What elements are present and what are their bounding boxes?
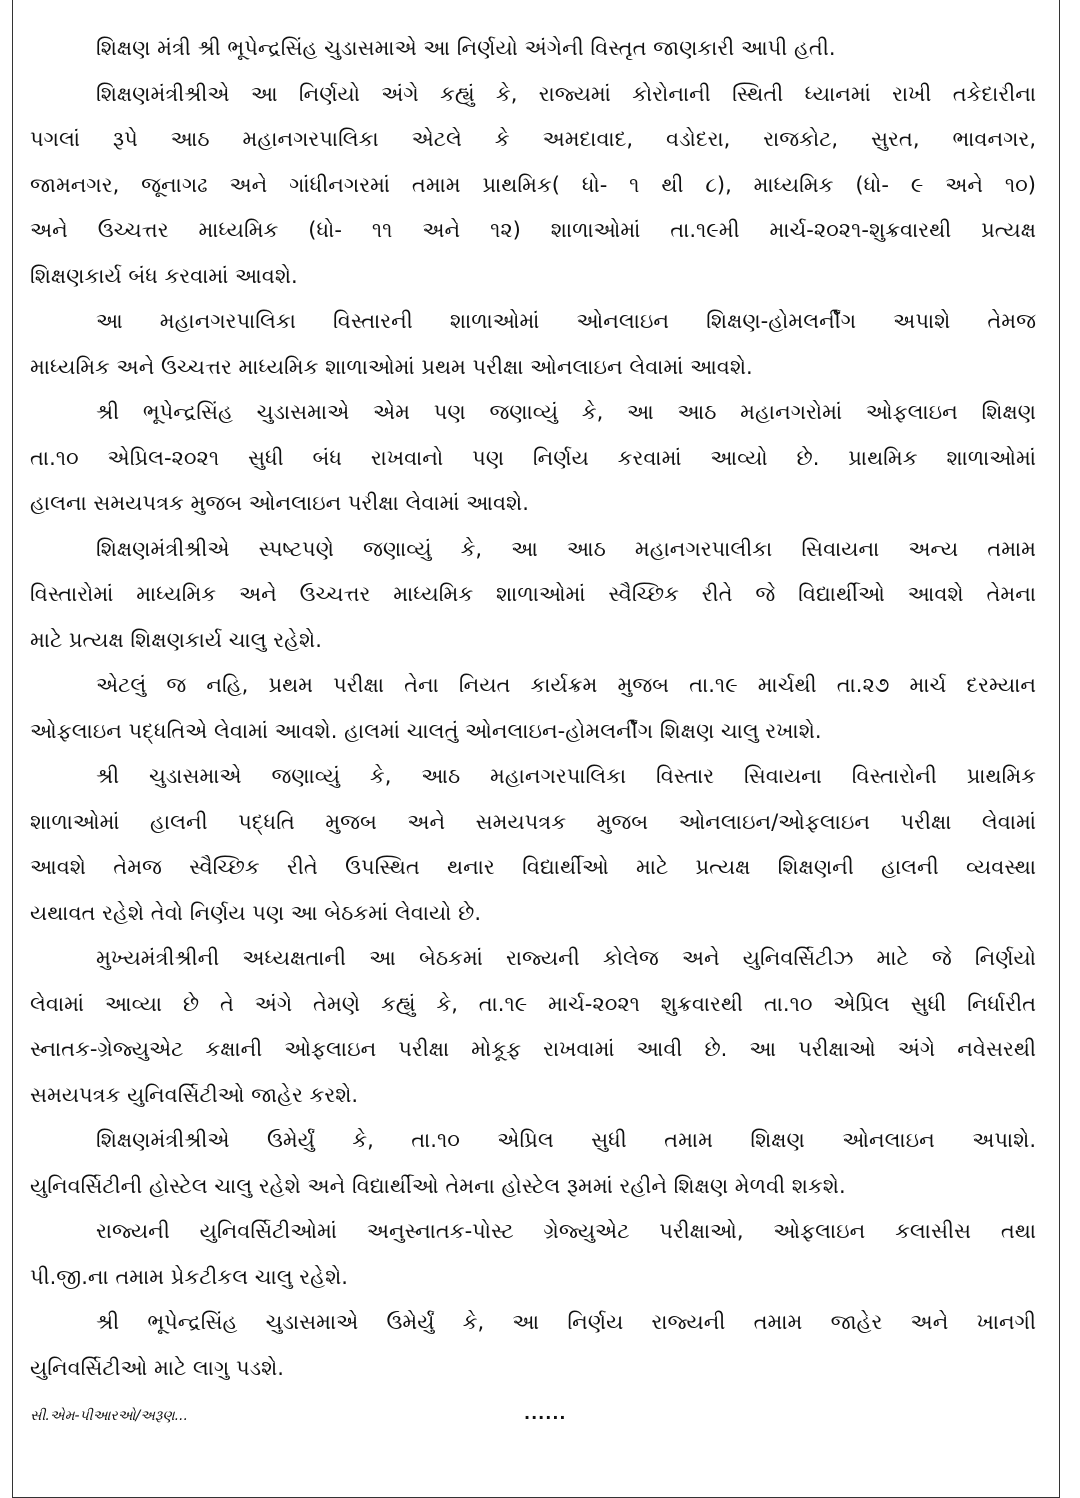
document-body	[30, 26, 1036, 1391]
text-line: માધ્યમિક અને ઉચ્ચત્તર માધ્યમિક શાળાઓમાં પ્રથમ પરીક્ષા ઓનલાઇન લેવામાં આવશે.	[30, 354, 753, 379]
text-line: શ્રી ચુડાસમાએ જણાવ્યું કે, આઠ મહાનગરપાલિકા વિસ્તાર સિવાયના વિસ્તારોની પ્રાથમિક	[96, 764, 1036, 788]
text-line: યુનિવર્સિટીની હોસ્ટેલ ચાલુ રહેશે અને વિદ્યાર્થીઓ તેમના હોસ્ટેલ રૂમમાં રહીને શિક્ષણ મેળવી શકશે.	[30, 1173, 846, 1198]
text-line: સમયપત્રક યુનિવર્સિટીઓ જાહેર કરશે.	[30, 1082, 359, 1107]
paragraph	[30, 1300, 1036, 1391]
text-line: યથાવત રહેશે તેવો નિર્ણય પણ આ બેઠકમાં લેવાયો છે.	[30, 900, 481, 925]
end-mark: ......	[524, 1404, 567, 1423]
paragraph	[30, 1209, 1036, 1300]
paragraph	[30, 936, 1036, 1118]
paragraph	[30, 663, 1036, 754]
footer-credit: સી.એમ-પીઆરઓ/અરૂણ...	[30, 1408, 188, 1424]
text-line: એટલું જ નહિ, પ્રથમ પરીક્ષા તેના નિયત કાર્યક્રમ મુજબ તા.૧૯ માર્ચથી તા.૨૭ માર્ચ દરમ્યાન	[96, 673, 1036, 697]
text-line: શિક્ષણમંત્રીશ્રીએ ઉમેર્યું કે, તા.૧૦ એપ્રિલ સુધી તમામ શિક્ષણ ઓનલાઇન અપાશે.	[96, 1128, 1036, 1152]
text-line: લેવામાં આવ્યા છે તે અંગે તેમણે કહ્યું કે, તા.૧૯ માર્ચ-૨૦૨૧ શુક્રવારથી તા.૧૦ એપ્રિલ સુધી નિર્ધારીત	[30, 991, 1036, 1016]
text-line: તા.૧૦ એપ્રિલ-૨૦૨૧ સુધી બંધ રાખવાનો પણ નિર્ણય કરવામાં આવ્યો છે. પ્રાથમિક શાળાઓમાં	[30, 445, 1036, 470]
text-line: શિક્ષણમંત્રીશ્રીએ સ્પષ્ટપણે જણાવ્યું કે, આ આઠ મહાનગરપાલીકા સિવાયના અન્ય તમામ	[96, 536, 1036, 561]
text-line: પી.જી.ના તમામ પ્રેકટીકલ ચાલુ રહેશે.	[30, 1264, 348, 1289]
text-line: જામનગર, જૂનાગઢ અને ગાંધીનગરમાં તમામ પ્રાથમિક( ધો- ૧ થી ૮), માધ્યમિક (ધો- ૯ અને ૧૦)	[30, 172, 1036, 197]
text-line: મુખ્યમંત્રીશ્રીની અધ્યક્ષતાની આ બેઠકમાં રાજ્યની કોલેજ અને યુનિવર્સિટીઝ માટે જે નિર્ણયો	[96, 946, 1036, 970]
paragraph	[30, 390, 1036, 527]
paragraph	[30, 72, 1036, 300]
text-line: યુનિવર્સિટીઓ માટે લાગુ પડશે.	[30, 1355, 284, 1380]
text-line: શ્રી ભૂપેન્દ્રસિંહ ચુડાસમાએ ઉમેર્યું કે, આ નિર્ણય રાજ્યની તમામ જાહેર અને ખાનગી	[96, 1310, 1036, 1334]
text-line: સ્નાતક-ગ્રેજ્યુએટ કક્ષાની ઓફલાઇન પરીક્ષા મોકૂફ રાખવામાં આવી છે. આ પરીક્ષાઓ અંગે નવેસરથી	[30, 1037, 1036, 1061]
text-line: ઓફલાઇન પદ્ધતિએ લેવામાં આવશે. હાલમાં ચાલતું ઓનલાઇન-હોમલર્નીંગ શિક્ષણ ચાલુ રખાશે.	[30, 718, 822, 743]
text-line: રાજ્યની યુનિવર્સિટીઓમાં અનુસ્નાતક-પોસ્ટ ગ્રેજ્યુએટ પરીક્ષાઓ, ઓફલાઇન કલાસીસ તથા	[96, 1219, 1036, 1243]
text-line: પગલાં રૂપે આઠ મહાનગરપાલિકા એટલે કે અમદાવાદ, વડોદરા, રાજકોટ, સુરત, ભાવનગર,	[30, 127, 1036, 151]
text-line: આવશે તેમજ સ્વૈચ્છિક રીતે ઉપસ્થિત થનાર વિદ્યાર્થીઓ માટે પ્રત્યક્ષ શિક્ષણની હાલની વ્યવસ્થા	[30, 855, 1036, 879]
text-line: શિક્ષણમંત્રીશ્રીએ આ નિર્ણયો અંગે કહ્યું કે, રાજ્યમાં કોરોનાની સ્થિતી ધ્યાનમાં રાખી તકેદારીના	[96, 81, 1036, 106]
paragraph	[30, 26, 1036, 72]
text-line: શિક્ષણ મંત્રી શ્રી ભૂપેન્દ્રસિંહ ચુડાસમાએ આ નિર્ણયો અંગેની વિસ્તૃત જાણકારી આપી હતી.	[96, 36, 836, 60]
paragraph	[30, 754, 1036, 936]
paragraph	[30, 299, 1036, 390]
text-line: માટે પ્રત્યક્ષ શિક્ષણકાર્ય ચાલુ રહેશે.	[30, 627, 322, 652]
paragraph	[30, 1118, 1036, 1209]
text-line: અને ઉચ્ચત્તર માધ્યમિક (ધો- ૧૧ અને ૧૨) શાળાઓમાં તા.૧૯મી માર્ચ-૨૦૨૧-શુક્રવારથી પ્રત્યક્ષ	[30, 218, 1036, 242]
text-line: શિક્ષણકાર્ય બંધ કરવામાં આવશે.	[30, 263, 298, 288]
text-line: હાલના સમયપત્રક મુજબ ઓનલાઇન પરીક્ષા લેવામાં આવશે.	[30, 491, 529, 515]
text-line: વિસ્તારોમાં માધ્યમિક અને ઉચ્ચત્તર માધ્યમિક શાળાઓમાં સ્વૈચ્છિક રીતે જે વિદ્યાર્થીઓ આવશે તેમના	[30, 582, 1036, 606]
text-line: શ્રી ભૂપેન્દ્રસિંહ ચુડાસમાએ એમ પણ જણાવ્યું કે, આ આઠ મહાનગરોમાં ઓફલાઇન શિક્ષણ	[96, 400, 1036, 424]
paragraph	[30, 527, 1036, 664]
text-line: શાળાઓમાં હાલની પદ્ધતિ મુજબ અને સમયપત્રક મુજબ ઓનલાઇન/ઓફલાઇન પરીક્ષા લેવામાં	[30, 809, 1036, 834]
text-line: આ મહાનગરપાલિકા વિસ્તારની શાળાઓમાં ઓનલાઇન શિક્ષણ-હોમલર્નીંગ અપાશે તેમજ	[96, 309, 1036, 333]
